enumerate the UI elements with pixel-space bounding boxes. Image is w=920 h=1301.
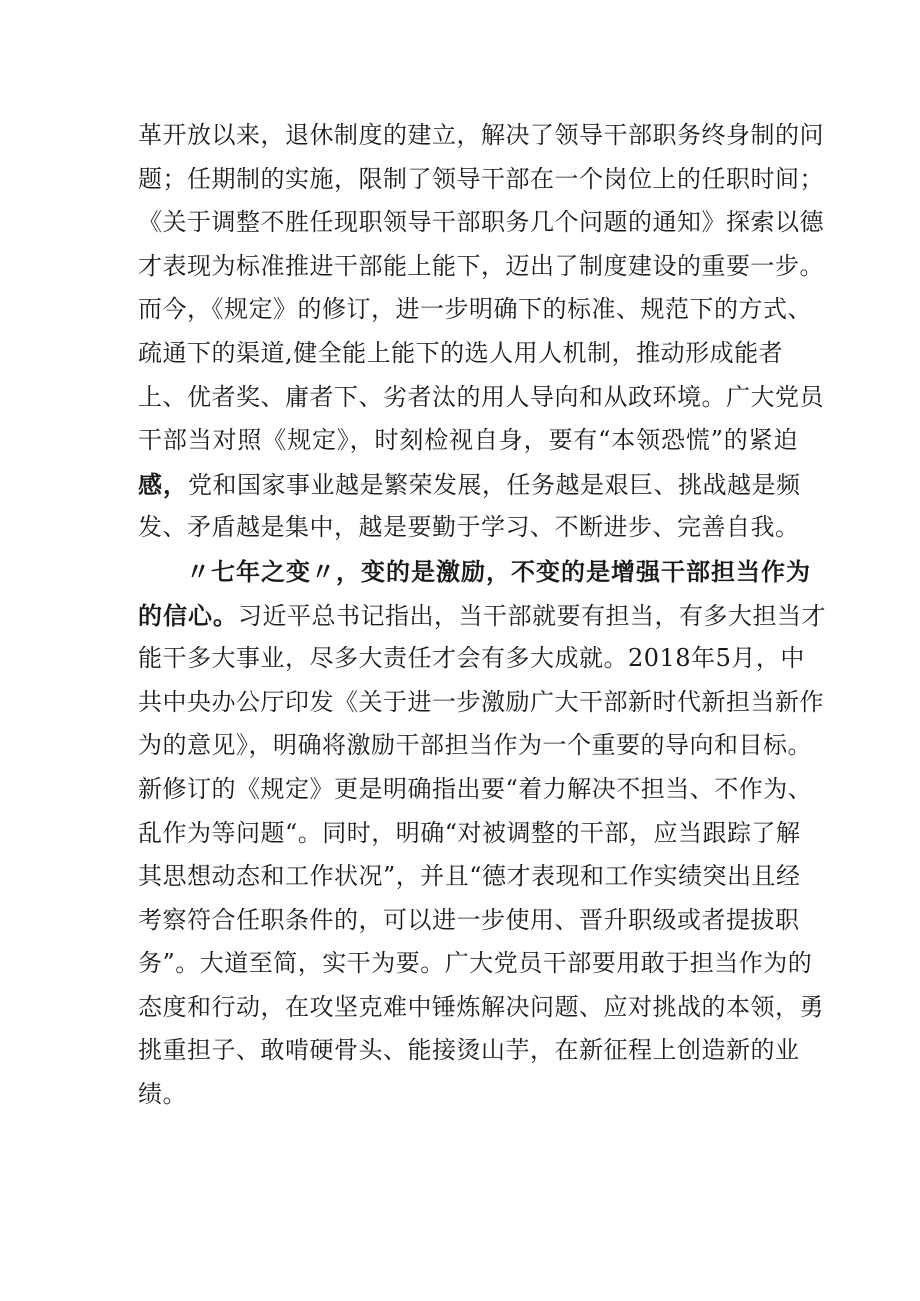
paragraph2-line-9: 务”。大道至简，实干为要。广大党员干部要用敢于担当作为的 bbox=[138, 949, 813, 978]
paragraph2-line-12: 绩。 bbox=[138, 1080, 187, 1109]
paragraph2-line-11: 挑重担子、敢啃硬骨头、能接烫山芋，在新征程上创造新的业 bbox=[138, 1036, 800, 1065]
paragraph1-line-6: 疏通下的渠道,健全能上能下的选人用人机制，推动形成能者 bbox=[138, 338, 784, 367]
paragraph1-line-2: 题；任期制的实施，限制了领导干部在一个岗位上的任职时间； bbox=[138, 164, 824, 193]
paragraph1-line-5: 而今，《规定》的修订，进一步明确下的标准、规范下的方式、 bbox=[138, 295, 812, 324]
paragraph1-line-1: 革开放以来，退休制度的建立，解决了领导干部职务终身制的问 bbox=[138, 121, 824, 149]
paragraph1-line-9-text: 党和国家事业越是繁荣发展，任务越是艰巨、挑战越是频 bbox=[188, 470, 801, 499]
paragraph2-line-10: 态度和行动，在攻坚克难中锤炼解决问题、应对挑战的本领，勇 bbox=[138, 992, 824, 1021]
body-text bbox=[138, 114, 826, 1117]
paragraph2-line-8: 考察符合任职条件的，可以进一步使用、晋升职级或者提拔职 bbox=[138, 905, 800, 934]
paragraph2-heading-end: 的信心。 bbox=[138, 600, 238, 630]
paragraph1-line-8: 干部当对照《规定》，时刻检视自身，要有“本领恐慌”的紧迫 bbox=[138, 426, 798, 455]
paragraph2-line-3: 共中央办公厅印发《关于进一步激励广大干部新时代新担当新作 bbox=[138, 687, 824, 716]
paragraph1-line-7: 上、优者奖、庸者下、劣者汰的用人导向和从政环境。广大党员 bbox=[138, 382, 824, 411]
paragraph2-line-1 bbox=[138, 594, 826, 638]
paragraph1-line-4: 才表现为标准推进干部能上能下，迈出了制度建设的重要一步。 bbox=[138, 251, 824, 280]
paragraph2-line-1-text: 习近平总书记指出，当干部就要有担当，有多大担当才 bbox=[238, 601, 826, 630]
paragraph2-line-7: 其思想动态和工作状况”，并且“德才表现和工作实绩突出且经 bbox=[138, 862, 801, 891]
paragraph1-line-3: 《关于调整不胜任现职领导干部职务几个问题的通知》探索以德 bbox=[138, 208, 824, 237]
paragraph1-line-9 bbox=[138, 463, 801, 507]
paragraph2-line-2: 能干多大事业，尽多大责任才会有多大成就。2018年5月，中 bbox=[138, 644, 805, 673]
bold-fragment: 感， bbox=[138, 469, 188, 499]
paragraph2-heading: 〃七年之变〃，变的是激励，不变的是增强干部担当作为 bbox=[186, 556, 811, 586]
paragraph2-line-4: 为的意见》，明确将激励干部担当作为一个重要的导向和目标。 bbox=[138, 731, 812, 760]
paragraph1-line-10: 发、矛盾越是集中，越是要勤于学习、不断进步、完善自我。 bbox=[138, 513, 800, 542]
paragraph2-line-5: 新修订的《规定》更是明确指出要“着力解决不担当、不作为、 bbox=[138, 774, 813, 803]
paragraph2-line-6: 乱作为等问题“。同时，明确“对被调整的干部，应当跟踪了解 bbox=[138, 818, 801, 847]
